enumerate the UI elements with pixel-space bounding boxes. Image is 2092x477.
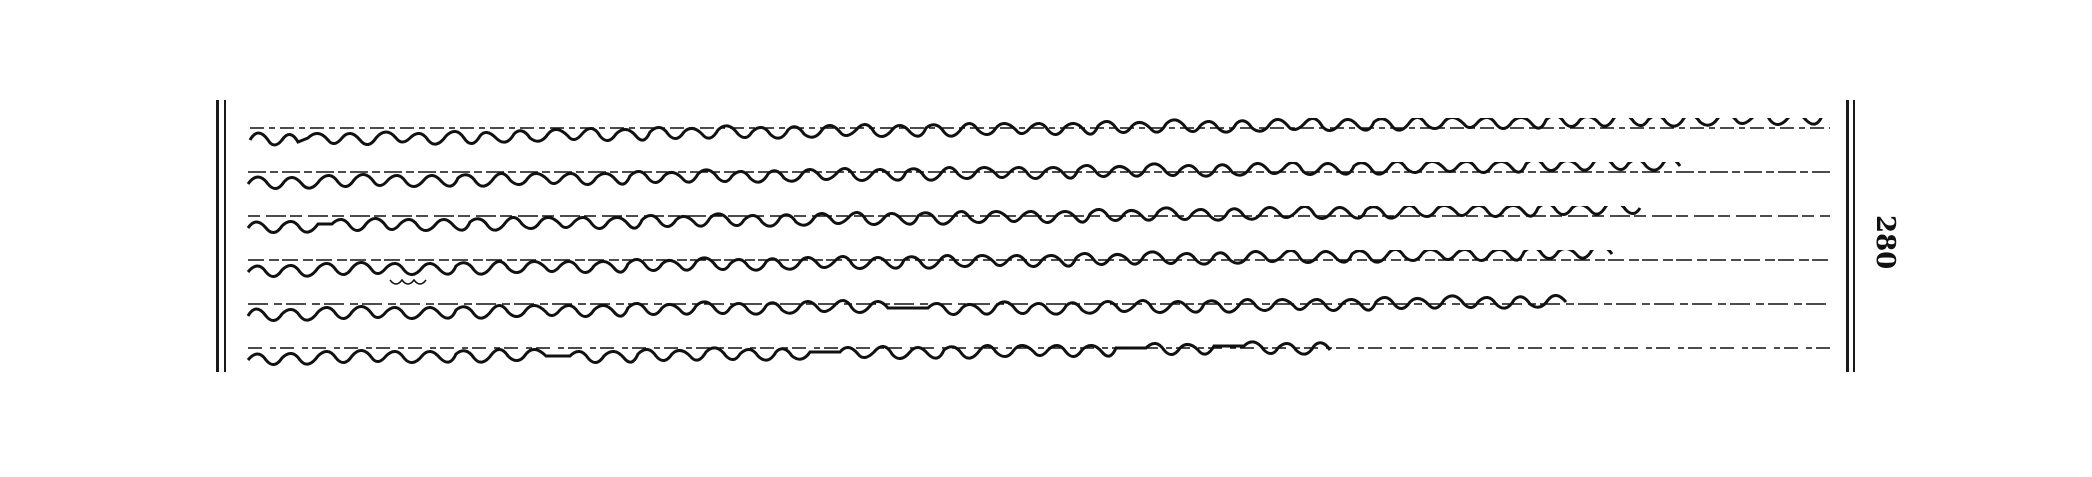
text-line-4	[240, 250, 1840, 288]
script-line-2-strokes	[240, 162, 1840, 200]
text-block	[240, 118, 1840, 380]
left-margin-rule-outer	[216, 100, 219, 372]
folio-number: 280	[1870, 215, 1900, 270]
text-line-1	[240, 118, 1840, 156]
text-line-5	[240, 294, 1840, 332]
text-line-2	[240, 162, 1840, 200]
text-line-6	[240, 338, 1840, 376]
text-line-3	[240, 206, 1840, 244]
script-line-3-strokes	[240, 206, 1840, 244]
right-margin-rule-inner	[1846, 100, 1849, 372]
script-line-6-strokes	[240, 338, 1840, 376]
script-line-4-strokes	[240, 250, 1840, 288]
script-line-1-strokes	[240, 118, 1840, 156]
script-line-5-strokes	[240, 294, 1840, 332]
left-margin-rule-inner	[224, 100, 226, 372]
